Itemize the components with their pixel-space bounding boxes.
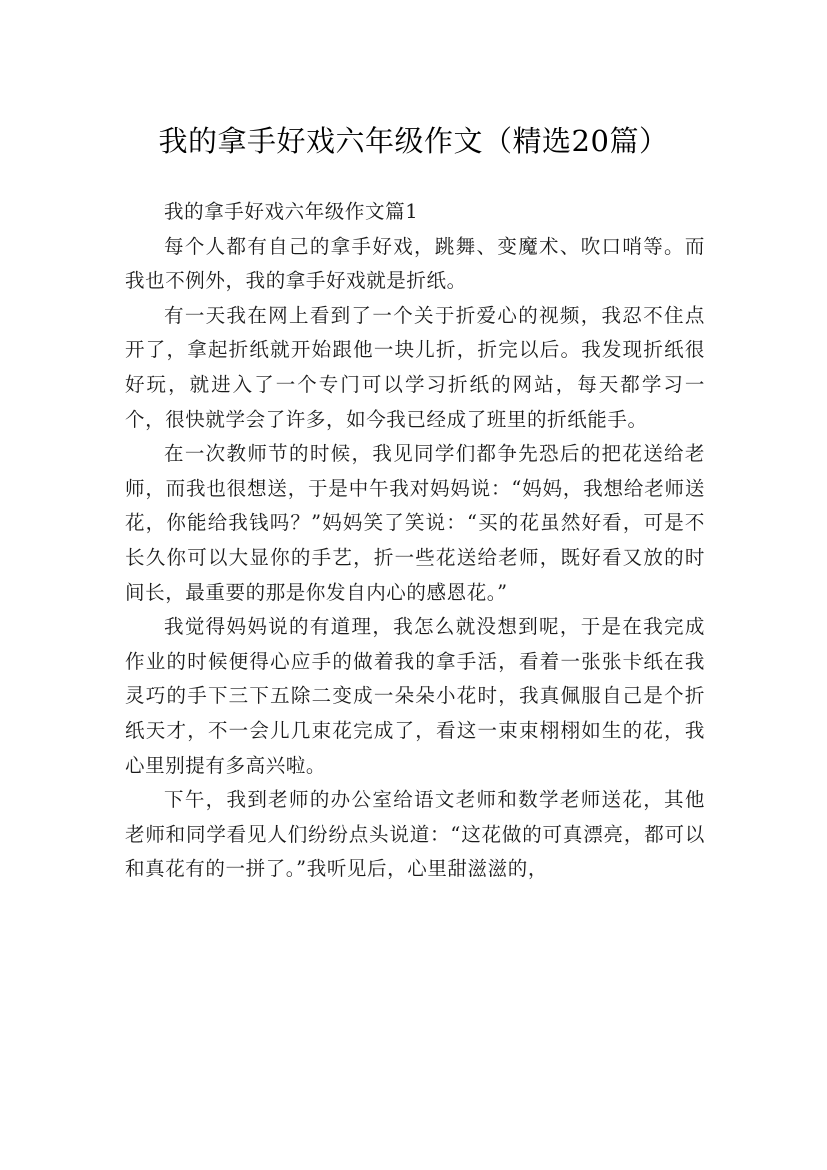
- section-heading: 我的拿手好戏六年级作文篇1: [164, 200, 419, 223]
- paragraph: 我觉得妈妈说的有道理，我怎么就没想到呢，于是在我完成作业的时候便得心应手的做着我的拿手活，看着一张张卡纸在我灵巧的手下三下五除二变成一朵朵小花时，我真佩服自己是个折纸天才，不一会儿几束花完成了，看这一束束栩栩如生的花，我心里别提有多高兴啦。: [125, 615, 705, 777]
- paragraph: 下午，我到老师的办公室给语文老师和数学老师送花，其他老师和同学看见人们纷纷点头说道：“这花做的可真漂亮，都可以和真花有的一拼了。”我听见后，心里甜滋滋的，: [125, 788, 705, 881]
- paragraph: 每个人都有自己的拿手好戏，跳舞、变魔术、吹口哨等。而我也不例外，我的拿手好戏就是折纸。: [125, 234, 705, 293]
- document-title: 我的拿手好戏六年级作文（精选20篇）: [158, 124, 669, 159]
- paragraph: 在一次教师节的时候，我见同学们都争先恐后的把花送给老师，而我也很想送，于是中午我对妈妈说：“妈妈，我想给老师送花，你能给我钱吗？”妈妈笑了笑说：“买的花虽然好看，可是不长久你可以大显你的手艺，折一些花送给老师，既好看又放的时间长，最重要的那是你发自内心的感恩花。”: [125, 442, 705, 604]
- paragraph: 有一天我在网上看到了一个关于折爱心的视频，我忍不住点开了，拿起折纸就开始跟他一块儿折，折完以后。我发现折纸很好玩，就进入了一个专门可以学习折纸的网站，每天都学习一个，很快就学会了许多，如今我已经成了班里的折纸能手。: [125, 303, 705, 431]
- document-body: [125, 195, 705, 887]
